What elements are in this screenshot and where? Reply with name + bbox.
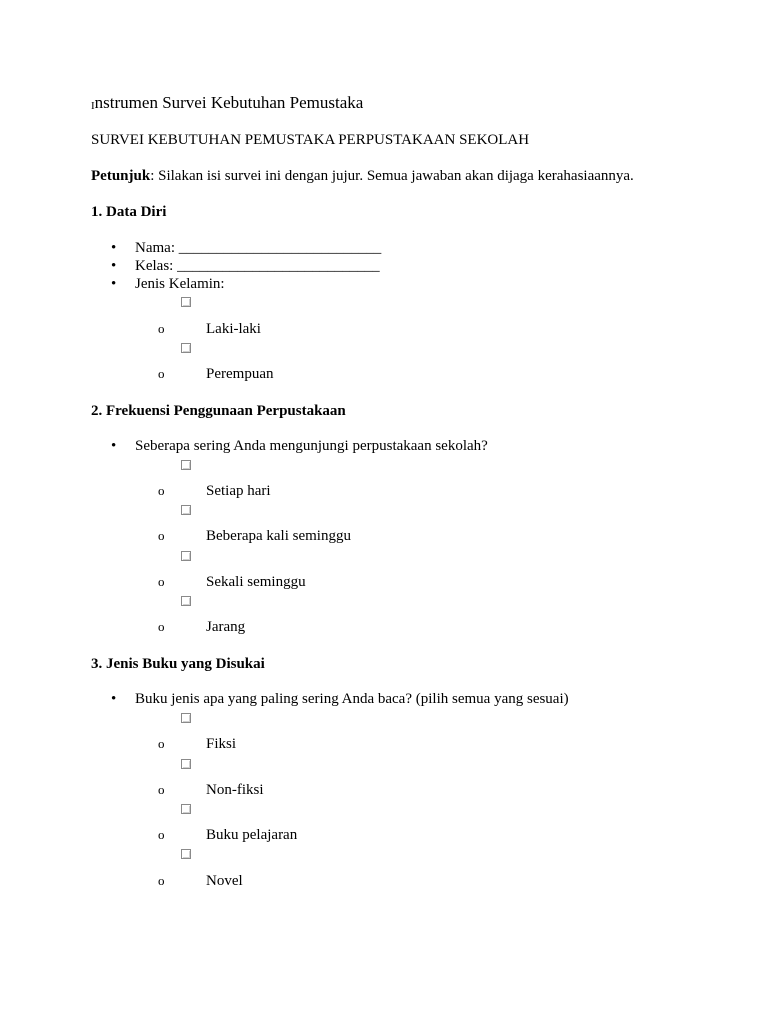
checkbox-setiap-hari[interactable] (181, 460, 191, 470)
field-kelas[interactable]: Kelas: ___________________________ (135, 258, 380, 274)
question-jenis-buku: Buku jenis apa yang paling sering Anda baca? (pilih semua yang sesuai) (135, 691, 569, 707)
title-first-letter: I (91, 100, 95, 112)
bullet-marker: • (111, 438, 117, 454)
checkbox-buku-pelajaran[interactable] (181, 804, 191, 814)
checkbox-perempuan[interactable] (181, 343, 191, 353)
instructions (91, 167, 634, 185)
field-jenis-kelamin-label: Jenis Kelamin: (135, 276, 225, 292)
option-laki-laki: Laki-laki (206, 321, 261, 337)
option-buku-pelajaran: Buku pelajaran (206, 827, 298, 843)
checkbox-beberapa-kali-seminggu[interactable] (181, 505, 191, 515)
option-non-fiksi: Non-fiksi (206, 782, 264, 798)
title-rest: nstrumen Survei Kebutuhan Pemustaka (94, 93, 364, 112)
sub-bullet-marker: o (158, 782, 165, 797)
checkbox-fiksi[interactable] (181, 713, 191, 723)
field-nama[interactable]: Nama: ___________________________ (135, 240, 382, 256)
option-novel: Novel (206, 873, 243, 889)
option-beberapa-kali-seminggu: Beberapa kali seminggu (206, 528, 351, 544)
sub-bullet-marker: o (158, 619, 165, 634)
survey-subtitle: SURVEI KEBUTUHAN PEMUSTAKA PERPUSTAKAAN SEKOLAH (91, 132, 530, 148)
sub-bullet-marker: o (158, 574, 165, 589)
sub-bullet-marker: o (158, 483, 165, 498)
option-sekali-seminggu: Sekali seminggu (206, 574, 306, 590)
checkbox-novel[interactable] (181, 849, 191, 859)
option-fiksi: Fiksi (206, 736, 237, 752)
checkbox-sekali-seminggu[interactable] (181, 551, 191, 561)
checkbox-non-fiksi[interactable] (181, 759, 191, 769)
bullet-marker: • (111, 691, 117, 707)
option-setiap-hari: Setiap hari (206, 483, 271, 499)
bullet-marker: • (111, 258, 117, 274)
instruction-text: : Silakan isi survei ini dengan jujur. Semua jawaban akan dijaga kerahasiaannya. (150, 168, 634, 184)
sub-bullet-marker: o (158, 366, 165, 381)
checkbox-laki-laki[interactable] (181, 297, 191, 307)
question-frekuensi: Seberapa sering Anda mengunjungi perpustakaan sekolah? (135, 438, 488, 454)
bullet-marker: • (111, 276, 117, 292)
section-heading-data-diri: 1. Data Diri (91, 204, 167, 220)
option-perempuan: Perempuan (206, 366, 274, 382)
bullet-marker: • (111, 240, 117, 256)
checkbox-jarang[interactable] (181, 596, 191, 606)
option-jarang: Jarang (206, 619, 246, 635)
instruction-label: Petunjuk (91, 168, 151, 184)
sub-bullet-marker: o (158, 827, 165, 842)
sub-bullet-marker: o (158, 321, 165, 336)
document-title (91, 93, 363, 115)
sub-bullet-marker: o (158, 528, 165, 543)
section-heading-frekuensi: 2. Frekuensi Penggunaan Perpustakaan (91, 403, 346, 419)
section-heading-jenis-buku: 3. Jenis Buku yang Disukai (91, 656, 265, 672)
sub-bullet-marker: o (158, 736, 165, 751)
sub-bullet-marker: o (158, 873, 165, 888)
